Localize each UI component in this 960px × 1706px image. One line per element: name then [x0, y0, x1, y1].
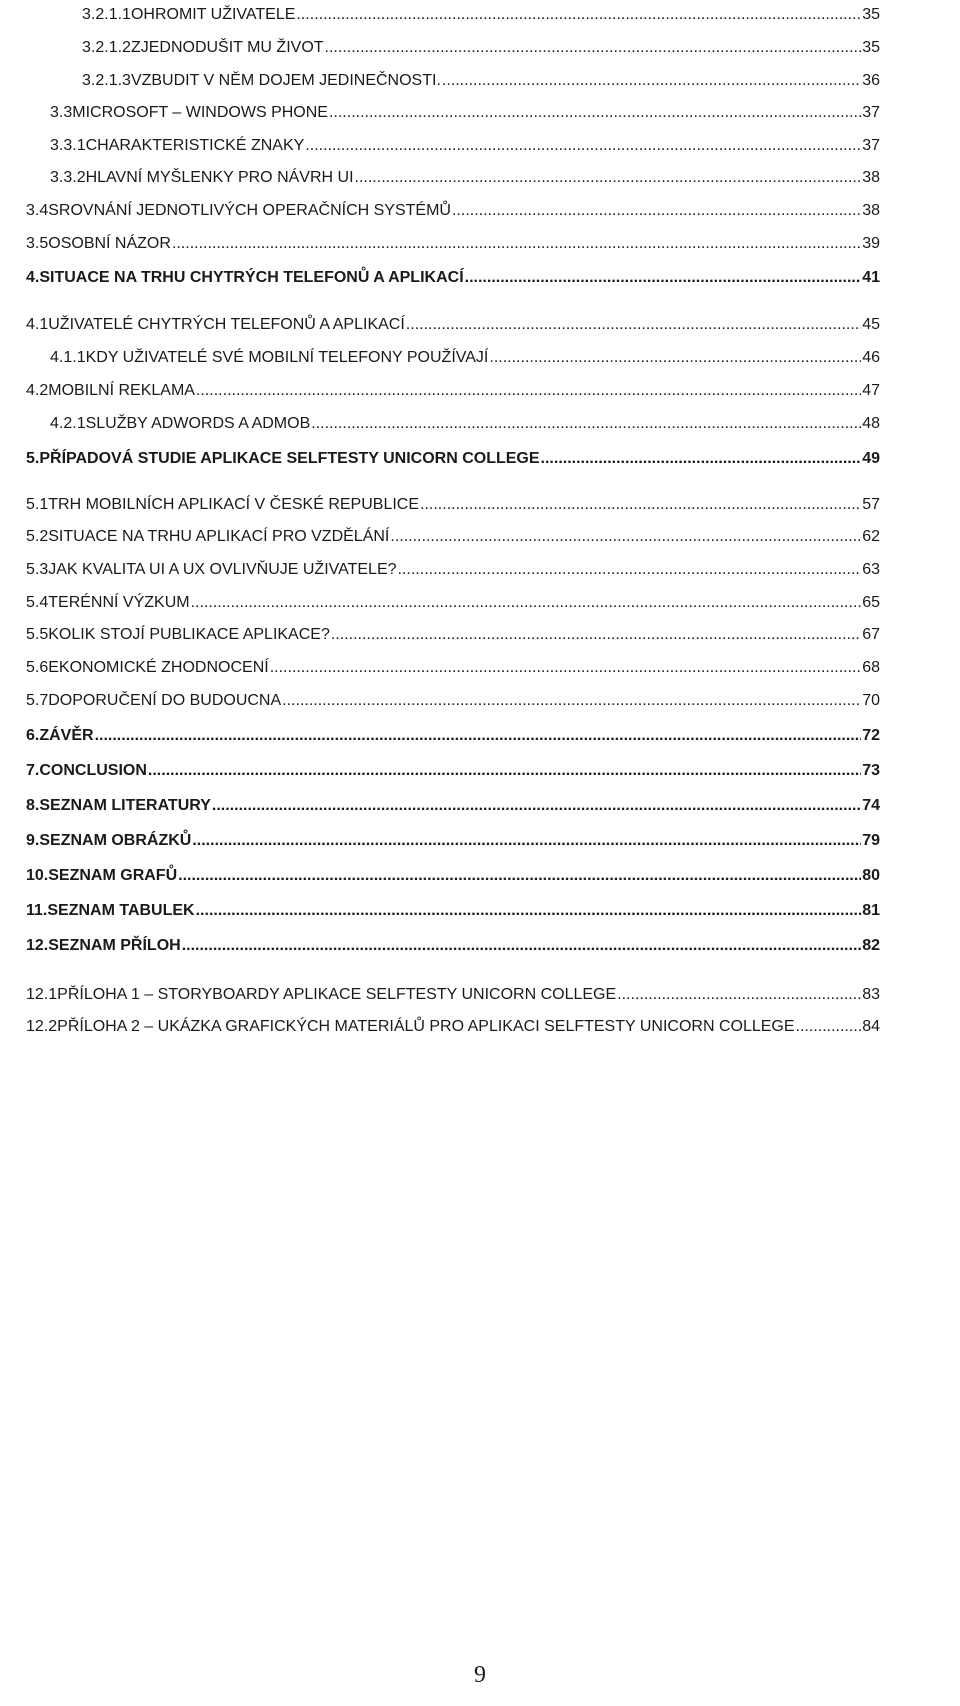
toc-dot-leader [406, 315, 861, 335]
toc-entry-page: 38 [862, 202, 880, 219]
toc-entry-title: MICROSOFT – WINDOWS PHONE [72, 104, 328, 121]
toc-entry-page: 62 [862, 528, 880, 545]
toc-entry-page: 45 [862, 316, 880, 333]
toc-entry-page: 72 [862, 727, 880, 744]
page-number: 9 [474, 1662, 486, 1688]
toc-entry-3-5[interactable] [26, 234, 880, 254]
toc-entry-page: 41 [862, 269, 880, 286]
toc-entry-number: 4.1.1 [50, 349, 86, 366]
toc-entry-12[interactable] [26, 936, 880, 956]
toc-dot-leader [331, 625, 861, 645]
toc-entry-page: 38 [862, 169, 880, 186]
toc-entry-page: 65 [862, 594, 880, 611]
toc-dot-leader [192, 831, 861, 851]
toc-entry-5-3[interactable] [26, 560, 880, 580]
toc-entry-title: SEZNAM OBRÁZKŮ [39, 832, 192, 849]
toc-entry-page: 83 [862, 986, 880, 1003]
toc-entry-title: SITUACE NA TRHU APLIKACÍ PRO VZDĚLÁNÍ [48, 528, 390, 545]
toc-dot-leader [178, 866, 861, 886]
toc-dot-leader [172, 234, 861, 254]
toc-entry-title: MOBILNÍ REKLAMA [48, 382, 195, 399]
toc-entry-7[interactable] [26, 761, 880, 781]
toc-dot-leader [305, 136, 861, 156]
toc-entry-number: 6. [26, 727, 40, 744]
toc-entry-3-4[interactable] [26, 201, 880, 221]
toc-entry-number: 3.2.1.3 [82, 72, 131, 89]
toc-entry-number: 3.2.1.2 [82, 39, 131, 56]
toc-entry-page: 82 [862, 937, 880, 954]
toc-entry-5-6[interactable] [26, 658, 880, 678]
toc-entry-page: 80 [862, 867, 880, 884]
toc-entry-page: 84 [862, 1018, 880, 1035]
toc-entry-title: PŘÍLOHA 2 – UKÁZKA GRAFICKÝCH MATERIÁLŮ PRO APLIKACI SELFTESTY UNICORN COLLEGE [57, 1018, 795, 1035]
toc-dot-leader [148, 761, 861, 781]
toc-entry-page: 81 [862, 902, 880, 919]
toc-entry-9[interactable] [26, 831, 880, 851]
toc-dot-leader [329, 103, 861, 123]
toc-entry-4-2-1[interactable] [50, 414, 880, 434]
toc-entry-page: 57 [862, 496, 880, 513]
toc-dot-leader [398, 560, 862, 580]
toc-entry-title: PŘÍPADOVÁ STUDIE APLIKACE SELFTESTY UNICORN COLLEGE [39, 450, 540, 467]
toc-entry-page: 39 [862, 235, 880, 252]
toc-dot-leader [196, 381, 861, 401]
toc-entry-page: 35 [862, 39, 880, 56]
toc-entry-title: PŘÍLOHA 1 – STORYBOARDY APLIKACE SELFTESTY UNICORN COLLEGE [57, 986, 617, 1003]
toc-entry-title: KOLIK STOJÍ PUBLIKACE APLIKACE? [48, 626, 330, 643]
toc-entry-4-1-1[interactable] [50, 348, 880, 368]
toc-entry-number: 3.3.1 [50, 137, 86, 154]
toc-entry-12-1[interactable] [26, 985, 880, 1005]
toc-entry-number: 5. [26, 450, 40, 467]
toc-entry-3-3[interactable] [50, 103, 880, 123]
toc-entry-page: 37 [862, 137, 880, 154]
toc-entry-title: SEZNAM PŘÍLOH [48, 937, 181, 954]
toc-entry-number: 5.1 [26, 496, 49, 513]
toc-entry-title: EKONOMICKÉ ZHODNOCENÍ [48, 659, 269, 676]
toc-entry-number: 3.4 [26, 202, 49, 219]
toc-entry-3-2-1-2[interactable] [82, 38, 880, 58]
toc-entry-title: SEZNAM TABULEK [47, 902, 195, 919]
toc-entry-title: HLAVNÍ MYŠLENKY PRO NÁVRH UI [85, 169, 354, 186]
toc-dot-leader [390, 527, 861, 547]
toc-entry-number: 5.2 [26, 528, 49, 545]
toc-dot-leader [796, 1017, 862, 1037]
toc-entry-5-2[interactable] [26, 527, 880, 547]
toc-entry-page: 67 [862, 626, 880, 643]
toc-dot-leader [282, 691, 861, 711]
toc-entry-title: TRH MOBILNÍCH APLIKACÍ V ČESKÉ REPUBLICE [48, 496, 420, 513]
toc-entry-number: 5.3 [26, 561, 49, 578]
toc-entry-title: TERÉNNÍ VÝZKUM [48, 594, 190, 611]
toc-entry-number: 10. [26, 867, 49, 884]
toc-entry-12-2[interactable] [26, 1017, 880, 1037]
toc-entry-4[interactable] [26, 268, 880, 288]
toc-entry-page: 63 [862, 561, 880, 578]
toc-entry-title: ZÁVĚR [39, 727, 94, 744]
toc-entry-number: 12.2 [26, 1018, 58, 1035]
toc-entry-number: 12.1 [26, 986, 58, 1003]
toc-entry-number: 3.3 [50, 104, 73, 121]
toc-dot-leader [541, 449, 862, 469]
toc-entry-page: 74 [862, 797, 880, 814]
toc-entry-6[interactable] [26, 726, 880, 746]
toc-entry-page: 46 [862, 349, 880, 366]
toc-entry-number: 8. [26, 797, 40, 814]
toc-dot-leader [212, 796, 861, 816]
toc-entry-title: JAK KVALITA UI A UX OVLIVŇUJE UŽIVATELE? [48, 561, 397, 578]
toc-entry-5-5[interactable] [26, 625, 880, 645]
toc-entry-5-4[interactable] [26, 593, 880, 613]
toc-entry-number: 4. [26, 269, 40, 286]
toc-entry-number: 5.7 [26, 692, 49, 709]
toc-entry-title: OSOBNÍ NÁZOR [48, 235, 171, 252]
toc-dot-leader [311, 414, 861, 434]
toc-dot-leader [617, 985, 861, 1005]
toc-entry-title: SEZNAM GRAFŮ [48, 867, 178, 884]
toc-entry-11[interactable] [26, 901, 880, 921]
toc-dot-leader [420, 495, 861, 515]
toc-entry-title: SITUACE NA TRHU CHYTRÝCH TELEFONŮ A APLIKACÍ [39, 269, 464, 286]
toc-entry-8[interactable] [26, 796, 880, 816]
toc-entry-number: 4.1 [26, 316, 49, 333]
toc-entry-number: 4.2 [26, 382, 49, 399]
toc-entry-5-1[interactable] [26, 495, 880, 515]
toc-entry-3-2-1-1[interactable] [82, 5, 880, 25]
toc-dot-leader [95, 726, 862, 746]
toc-entry-title: CONCLUSION [39, 762, 147, 779]
toc-dot-leader [442, 71, 861, 91]
toc-entry-page: 36 [862, 72, 880, 89]
toc-entry-page: 48 [862, 415, 880, 432]
toc-entry-title: OHROMIT UŽIVATELE [130, 6, 296, 23]
toc-dot-leader [355, 168, 862, 188]
toc-entry-number: 12. [26, 937, 49, 954]
toc-entry-title: DOPORUČENÍ DO BUDOUCNA [48, 692, 282, 709]
toc-dot-leader [325, 38, 862, 58]
toc-entry-page: 73 [862, 762, 880, 779]
toc-entry-page: 37 [862, 104, 880, 121]
toc-entry-page: 68 [862, 659, 880, 676]
toc-entry-number: 11. [26, 902, 48, 919]
toc-dot-leader [196, 901, 862, 921]
toc-entry-number: 7. [26, 762, 40, 779]
toc-entry-number: 5.4 [26, 594, 49, 611]
toc-entry-page: 70 [862, 692, 880, 709]
toc-entry-page: 47 [862, 382, 880, 399]
toc-dot-leader [465, 268, 862, 288]
toc-entry-title: VZBUDIT V NĚM DOJEM JEDINEČNOSTI. [130, 72, 441, 89]
toc-entry-number: 4.2.1 [50, 415, 86, 432]
toc-entry-title: SLUŽBY ADWORDS A ADMOB [85, 415, 311, 432]
toc-entry-title: SEZNAM LITERATURY [39, 797, 211, 814]
toc-entry-3-3-2[interactable] [50, 168, 880, 188]
toc-dot-leader [270, 658, 861, 678]
toc-entry-number: 3.5 [26, 235, 49, 252]
toc-entry-number: 5.5 [26, 626, 49, 643]
toc-entry-4-2[interactable] [26, 381, 880, 401]
toc-entry-3-2-1-3[interactable] [82, 71, 880, 91]
toc-entry-page: 35 [862, 6, 880, 23]
toc-dot-leader [182, 936, 862, 956]
toc-entry-title: SROVNÁNÍ JEDNOTLIVÝCH OPERAČNÍCH SYSTÉMŮ [48, 202, 451, 219]
toc-dot-leader [296, 5, 861, 25]
toc-entry-title: UŽIVATELÉ CHYTRÝCH TELEFONŮ A APLIKACÍ [48, 316, 405, 333]
toc-entry-title: ZJEDNODUŠIT MU ŽIVOT [130, 39, 324, 56]
toc-entry-page: 49 [862, 450, 880, 467]
toc-entry-title: CHARAKTERISTICKÉ ZNAKY [85, 137, 305, 154]
toc-entry-page: 79 [862, 832, 880, 849]
toc-entry-5[interactable] [26, 449, 880, 469]
toc-entry-title: KDY UŽIVATELÉ SVÉ MOBILNÍ TELEFONY POUŽÍVAJÍ [85, 349, 489, 366]
toc-entry-3-3-1[interactable] [50, 136, 880, 156]
toc-entry-number: 5.6 [26, 659, 49, 676]
toc-entry-number: 3.2.1.1 [82, 6, 131, 23]
toc-dot-leader [452, 201, 861, 221]
toc-entry-4-1[interactable] [26, 315, 880, 335]
toc-entry-number: 3.3.2 [50, 169, 86, 186]
toc-entry-number: 9. [26, 832, 40, 849]
toc-entry-10[interactable] [26, 866, 880, 886]
toc-dot-leader [489, 348, 861, 368]
toc-dot-leader [191, 593, 862, 613]
toc-entry-5-7[interactable] [26, 691, 880, 711]
